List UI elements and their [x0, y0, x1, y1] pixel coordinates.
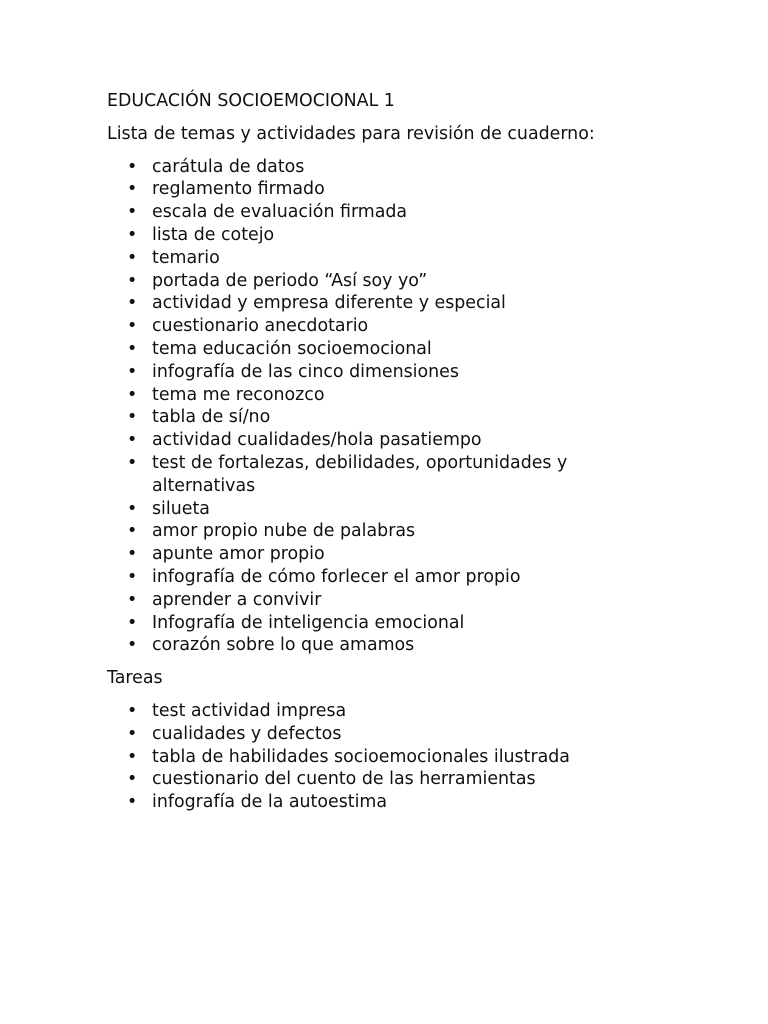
list-item: • cuestionario anecdotario — [107, 315, 707, 338]
list-item: • tema me reconozco — [107, 384, 707, 407]
list-item: • aprender a convivir — [107, 589, 707, 612]
list-item: • cuestionario del cuento de las herramientas — [107, 768, 707, 791]
list-item: • portada de periodo “Así soy yo” — [107, 270, 707, 293]
list-item: • carátula de datos — [107, 156, 707, 179]
list-item: • corazón sobre lo que amamos — [107, 634, 707, 657]
list-item: • infografía de cómo forlecer el amor propio — [107, 566, 707, 589]
tasks-heading: Tareas — [107, 668, 163, 689]
document-title: EDUCACIÓN SOCIOEMOCIONAL 1 — [107, 91, 395, 111]
list-item: • lista de cotejo — [107, 224, 707, 247]
list-item: • tema educación socioemocional — [107, 338, 707, 361]
list-item: • silueta — [107, 498, 707, 521]
list-item — [107, 452, 707, 498]
list-item: • Infografía de inteligencia emocional — [107, 612, 707, 635]
topics-list — [107, 156, 707, 658]
tasks-list — [107, 700, 707, 814]
list-item: • infografía de la autoestima — [107, 791, 707, 814]
document-page — [107, 90, 707, 814]
topics-intro: Lista de temas y actividades para revisión de cuaderno: — [107, 123, 595, 144]
list-item: • tabla de habilidades socioemocionales ilustrada — [107, 746, 707, 769]
list-item: • apunte amor propio — [107, 543, 707, 566]
list-item-text: • test de fortalezas, debilidades, oportunidades y alternativas — [152, 452, 568, 496]
list-item: • reglamento firmado — [107, 178, 707, 201]
list-item: • tabla de sí/no — [107, 406, 707, 429]
list-item: • cualidades y defectos — [107, 723, 707, 746]
list-item: • amor propio nube de palabras — [107, 520, 707, 543]
list-item: • actividad cualidades/hola pasatiempo — [107, 429, 707, 452]
list-item: • escala de evaluación firmada — [107, 201, 707, 224]
list-item: • test actividad impresa — [107, 700, 707, 723]
list-item: • infografía de las cinco dimensiones — [107, 361, 707, 384]
list-item: • actividad y empresa diferente y especial — [107, 292, 707, 315]
list-item: • temario — [107, 247, 707, 270]
